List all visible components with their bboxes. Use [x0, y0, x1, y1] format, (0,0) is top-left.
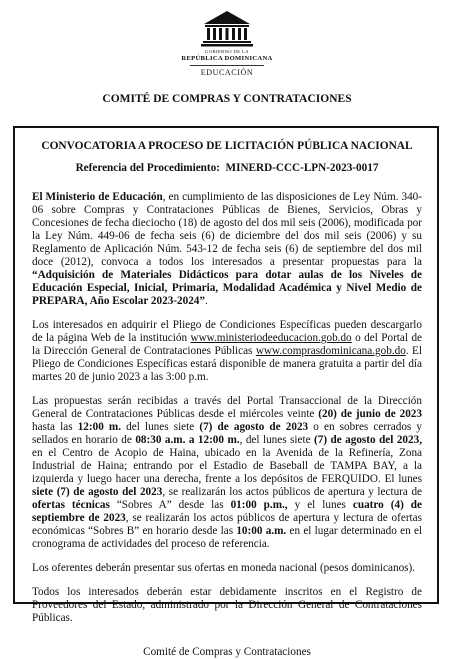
paragraph-documents: Los interesados en adquirir el Pliego de Condiciones Específicas pueden descargarlo de la página Web de la institución www.ministeriodeeducacion.gob.do o del Portal de la Dirección General de Contrataciones Públicas www.comprasdominicana.gob.do. El Pliego de Condiciones Específicas estará disponible de manera gratuita a partir del día martes 20 de junio 2023 a las 3:00 p.m. — [32, 319, 423, 383]
notice-box — [13, 126, 439, 658]
paragraph-submission: Las propuestas serán recibidas a través del Portal Transaccional de la Dirección General de Contrataciones Públicas desde el miércoles veinte (20) de junio de 2023 hasta las 12:00 m. del lunes siete (7) de agosto de 2023 o en sobres cerrados y sellados en horario de 08:30 a.m. a 12:00 m., del lunes siete (7) de agosto del 2023, en el Centro de Acopio de Haina, ubicado en la Avenida de la Refinería, Zona Industrial de Haina; entrando por el Estadio de Baseball de TAMPA BAY, a la izquierda y luego hacer una derecha, frente a los depósitos de FERQUIDO. El lunes siete (7) de agosto del 2023, se realizarán los actos públicos de apertura y lectura de ofertas técnicas “Sobres A” desde las 01:00 p.m., y el lunes cuatro (4) de septiembre de 2023, se realizarán los actos públicos de apertura y lectura de ofertas económicas “Sobres B” en horario desde las 10:00 a.m. en el lugar determinado en el cronograma de actividades del proceso de referencia. — [32, 395, 423, 550]
procedure-reference: Referencia del Procedimiento: MINERD-CCC-LPN-2023-0017 — [75, 162, 379, 174]
procurement-object: “Adquisición de Materiales Didácticos para dotar aulas de los Niveles de Educación Especial, Inicial, Primaria, Modalidad Académica y Nivel Medio de PREPARA, Año Escolar 2023-2024” — [32, 269, 422, 307]
divider — [190, 65, 264, 66]
ministry-website-link[interactable]: www.ministeriodeeducacion.gob.do — [190, 332, 352, 344]
ministry-name: EDUCACIÓN — [200, 68, 254, 77]
committee-heading: COMITÉ DE COMPRAS Y CONTRATACIONES — [102, 93, 352, 105]
paragraph-registry: Todos los interesados deberán estar debidamente inscritos en el Registro de Proveedores del Estado, administrado por la Dirección General de Contrataciones Públicas. — [32, 586, 422, 624]
government-coat-of-arms-icon — [200, 10, 254, 48]
country-name: REPÚBLICA DOMINICANA — [181, 55, 273, 62]
signature: Comité de Compras y Contrataciones — [143, 646, 311, 658]
procurement-portal-link[interactable]: www.comprasdominicana.gob.do — [255, 345, 406, 357]
procedure-reference-value: MINERD-CCC-LPN-2023-0017 — [225, 162, 379, 174]
paragraph-call: El Ministerio de Educación, en cumplimiento de las disposiciones de Ley Núm. 340-06 sobre Compras y Contrataciones Públicas de Bienes, Servicios, Obras y Concesiones de fecha dieciocho (18) de agosto del dos mil seis (2006), modificada por la Ley Núm. 449-06 de fecha seis (6) de diciembre del dos mil seis (2006) y su Reglamento de Aplicación Núm. 543-12 de fecha seis (6) de septiembre del dos mil doce (2012), convoca a todos los interesados a presentar propuestas para la “Adquisición de Materiales Didácticos para dotar aulas de los Niveles de Educación Especial, Inicial, Primaria, Modalidad Académica y Nivel Medio de PREPARA, Año Escolar 2023-2024”. — [32, 191, 422, 307]
notice-title: CONVOCATORIA A PROCESO DE LICITACIÓN PÚBLICA NACIONAL — [41, 140, 413, 152]
government-line: GOBIERNO DE LA — [205, 49, 249, 54]
paragraph-currency: Los oferentes deberán presentar sus ofertas en moneda nacional (pesos dominicanos). — [32, 562, 416, 574]
